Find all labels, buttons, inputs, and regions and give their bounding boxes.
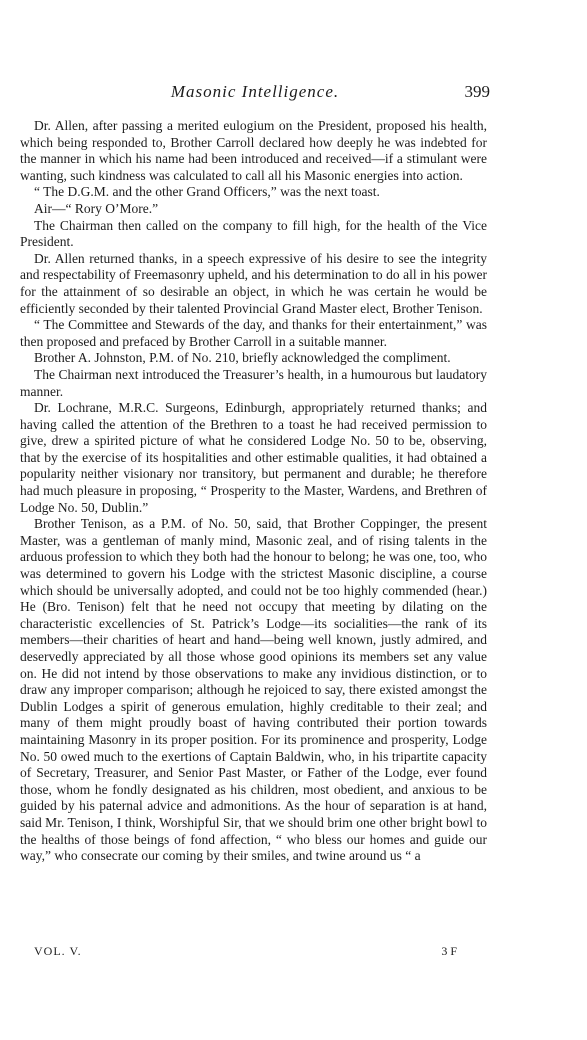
- running-title: Masonic Intelligence.: [170, 82, 340, 101]
- paragraph: Brother A. Johnston, P.M. of No. 210, briefly acknowledged the compliment.: [34, 350, 451, 366]
- page-number: 399: [464, 82, 490, 101]
- paragraph: “ The D.G.M. and the other Grand Officers,” was the next toast.: [34, 184, 380, 200]
- paragraph: Dr. Lochrane, M.R.C. Surgeons, Edinburgh, appropriately returned thanks; and having called the attention of the Brethren to a toast he had received permission to give, drew a spirited picture of what he considered Lodge No. 50 to be, observing, that by the exercise of its hospitalities and other estimable qualities, it had obtained a popularity neither visionary nor transitory, but permanent and durable; he therefore had much pleasure in proposing, “ Prosperity to the Master, Wardens, and Brethren of Lodge No. 50, Dublin.”: [20, 400, 487, 515]
- paragraph: The Chairman then called on the company to fill high, for the health of the Vice President.: [20, 217, 487, 250]
- paragraph: “ The Committee and Stewards of the day, and thanks for their entertainment,” was then proposed and prefaced by Brother Carroll in a suitable manner.: [20, 317, 487, 349]
- volume-label: VOL. V.: [34, 944, 82, 958]
- signature-mark: 3 F: [441, 944, 457, 958]
- body-text: [20, 118, 487, 865]
- paragraph: Dr. Allen returned thanks, in a speech expressive of his desire to see the integrity and respectability of Freemasonry upheld, and his determination to do all in his power for the attainment of so desirable an object, in which he was certain he would be efficiently seconded by their talented Provincial Grand Master elect, Brother Tenison.: [20, 250, 487, 316]
- paragraph: Air—“ Rory O’More.”: [34, 200, 159, 216]
- paragraph: Dr. Allen, after passing a merited eulogium on the President, proposed his health, which being responded to, Brother Carroll declared how deeply he was indebted for the manner in which his name had been introduced and received—if a stimulant were wanting, such kindness was calculated to call all his Masonic energies into action.: [20, 118, 487, 183]
- paragraph: Brother Tenison, as a P.M. of No. 50, said, that Brother Coppinger, the present Master, was a gentleman of manly mind, Masonic zeal, and of rising talents in the arduous profession to which they both had the honour to belong; he was one, too, who was determined to govern his Lodge with the strictest Masonic discipline, a course which should be universally adopted, and could not be too highly commended (hear.) He (Bro. Tenison) felt that he need not occupy that meeting by dilating on the characteristic excellencies of St. Patrick’s Lodge—its socialities—the rank of its members—their charities of heart and hand—being well known, justly admired, and deservedly appreciated by all those whose good opinions its members set any value on. He did not intend by those observations to make any invidious distinction, or to draw any improper comparison; although he rejoiced to say, there existed amongst the Dublin Lodges a spirit of generous emulation, highly creditable to their zeal; and many of them might proudly boast of having contributed their portion towards maintaining Masonry in its proper position. For its prominence and prosperity, Lodge No. 50 owed much to the exertions of Captain Baldwin, who, in his tripartite capacity of Secretary, Treasurer, and Senior Past Master, or Father of the Lodge, ever found those, whom he fondly designated as his children, most obedient, and anxious to be guided by his paternal advice and admonitions. As the hour of separation is at hand, said Mr. Tenison, I think, Worshipful Sir, that we should brim one other bright bowl to the healths of those beings of fond affection, “ who bless our homes and guide our way,” who consecrate our coming by their smiles, and twine around us “ a: [20, 516, 487, 864]
- paragraph: The Chairman next introduced the Treasurer’s health, in a humourous but laudatory manner.: [20, 366, 487, 399]
- page-footer: [20, 944, 487, 962]
- running-head: [20, 82, 490, 104]
